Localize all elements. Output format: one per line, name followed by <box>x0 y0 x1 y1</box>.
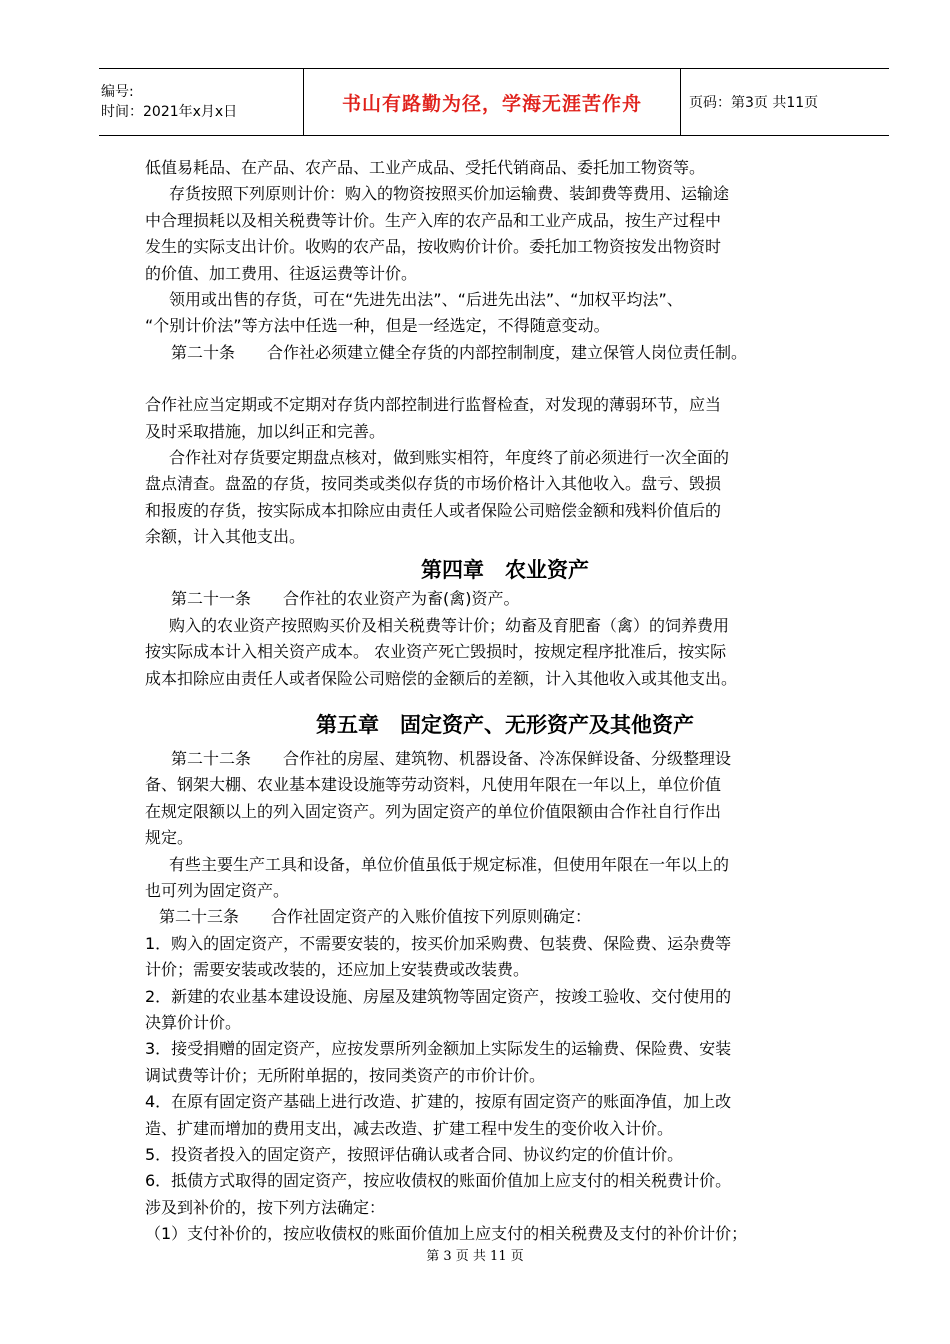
header-page-info: 页码：第3页 共11页 <box>689 95 819 111</box>
paragraph-line: 和报废的存货，按实际成本扣除应由责任人或者保险公司赔偿金额和残料价值后的 <box>145 500 722 520</box>
header-motto-cell <box>304 69 681 135</box>
paragraph-line: 中合理损耗以及相关税费等计价。生产入库的农产品和工业产成品，按生产过程中 <box>145 210 722 230</box>
list-item-continuation: 涉及到补价的，按下列方法确定： <box>145 1197 386 1217</box>
paragraph-line: 规定。 <box>145 828 194 848</box>
paragraph-line: 领用或出售的存货，可在“先进先出法”、“后进先出法”、“加权平均法”、 <box>169 289 683 309</box>
article-20-line: 第二十条 合作社必须建立健全存货的内部控制制度，建立保管人岗位责任制。 <box>171 342 748 362</box>
paragraph-line: 发生的实际支出计价。收购的农产品，按收购价计价。委托加工物资按发出物资时 <box>145 237 722 257</box>
list-item: 3．接受捐赠的固定资产，应按发票所列金额加上实际发生的运输费、保险费、安装 <box>145 1039 732 1059</box>
header-page-info-cell <box>681 69 889 135</box>
article-21-line: 第二十一条 合作社的农业资产为畜(禽)资产。 <box>171 589 520 609</box>
page-header <box>99 68 889 136</box>
list-item-continuation: 决算价计价。 <box>145 1012 242 1032</box>
paragraph-line: 有些主要生产工具和设备，单位价值虽低于规定标准，但使用年限在一年以上的 <box>169 854 730 874</box>
paragraph-line: 低值易耗品、在产品、农产品、工业产成品、受托代销商品、委托加工物资等。 <box>145 158 706 177</box>
list-item: 5．投资者投入的固定资产，按照评估确认或者合同、协议约定的价值计价。 <box>145 1144 684 1164</box>
list-item-continuation: 计价；需要安装或改装的，还应加上安装费或改装费。 <box>145 960 530 980</box>
sub-list-item: （1）支付补价的，按应收债权的账面价值加上应支付的相关税费及支付的补价计价； <box>145 1224 748 1244</box>
header-motto: 书山有路勤为径，学海无涯苦作舟 <box>341 92 642 115</box>
paragraph-line: 盘点清查。盘盈的存货，按同类或类似存货的市场价格计入其他收入。盘亏、毁损 <box>145 474 722 494</box>
list-item-continuation: 调试费等计价；无所附单据的，按同类资产的市价计价。 <box>145 1065 546 1085</box>
paragraph-line: 合作社应当定期或不定期对存货内部控制进行监督检查，对发现的薄弱环节，应当 <box>145 395 722 415</box>
paragraph-line: 存货按照下列原则计价：购入的物资按照买价加运输费、装卸费等费用、运输途 <box>169 184 730 204</box>
paragraph-line: 也可列为固定资产。 <box>145 880 290 900</box>
paragraph-line: 合作社对存货要定期盘点核对，做到账实相符，年度终了前必须进行一次全面的 <box>169 447 730 467</box>
paragraph-line: 成本扣除应由责任人或者保险公司赔偿的金额后的差额，计入其他收入或其他支出。 <box>145 668 738 688</box>
document-body <box>145 155 865 1247</box>
article-23-line: 第二十三条 合作社固定资产的入账价值按下列原则确定： <box>159 907 592 927</box>
document-time-label: 时间：2021年x月x日 <box>101 104 238 120</box>
blank-line <box>145 366 865 392</box>
paragraph-line: 按实际成本计入相关资产成本。 农业资产死亡毁损时，按规定程序批准后，按实际 <box>145 642 727 662</box>
paragraph-line: 及时采取措施，加以纠正和完善。 <box>145 421 386 441</box>
paragraph-line: 购入的农业资产按照购买价及相关税费等计价；幼畜及育肥畜（禽）的饲养费用 <box>169 615 730 635</box>
article-22-line: 第二十二条 合作社的房屋、建筑物、机器设备、冷冻保鲜设备、分级整理设 <box>171 749 732 769</box>
paragraph-line: 在规定限额以上的列入固定资产。列为固定资产的单位价值限额由合作社自行作出 <box>145 801 722 821</box>
paragraph-line: 余额，计入其他支出。 <box>145 527 306 547</box>
list-item: 1．购入的固定资产，不需要安装的，按买价加采购费、包装费、保险费、运杂费等 <box>145 933 732 953</box>
paragraph-line: 的价值、加工费用、往返运费等计价。 <box>145 263 418 283</box>
list-item: 6．抵债方式取得的固定资产，按应收债权的账面价值加上应支付的相关税费计价。 <box>145 1171 732 1191</box>
chapter-5-heading: 第五章 固定资产、无形资产及其他资产 <box>316 713 694 738</box>
page-footer: 第 3 页 共 11 页 <box>426 1249 524 1264</box>
paragraph-line: 备、钢架大棚、农业基本建设设施等劳动资料，凡使用年限在一年以上，单位价值 <box>145 775 722 795</box>
chapter-4-heading: 第四章 农业资产 <box>421 558 589 583</box>
list-item: 4．在原有固定资产基础上进行改造、扩建的，按原有固定资产的账面净值，加上改 <box>145 1092 732 1112</box>
header-meta <box>99 69 304 135</box>
paragraph-line: “个别计价法”等方法中任选一种，但是一经选定，不得随意变动。 <box>145 316 610 336</box>
list-item-continuation: 造、扩建而增加的费用支出，减去改造、扩建工程中发生的变价收入计价。 <box>145 1118 674 1138</box>
document-number-label: 编号: <box>101 84 134 100</box>
list-item: 2．新建的农业基本建设设施、房屋及建筑物等固定资产，按竣工验收、交付使用的 <box>145 986 732 1006</box>
